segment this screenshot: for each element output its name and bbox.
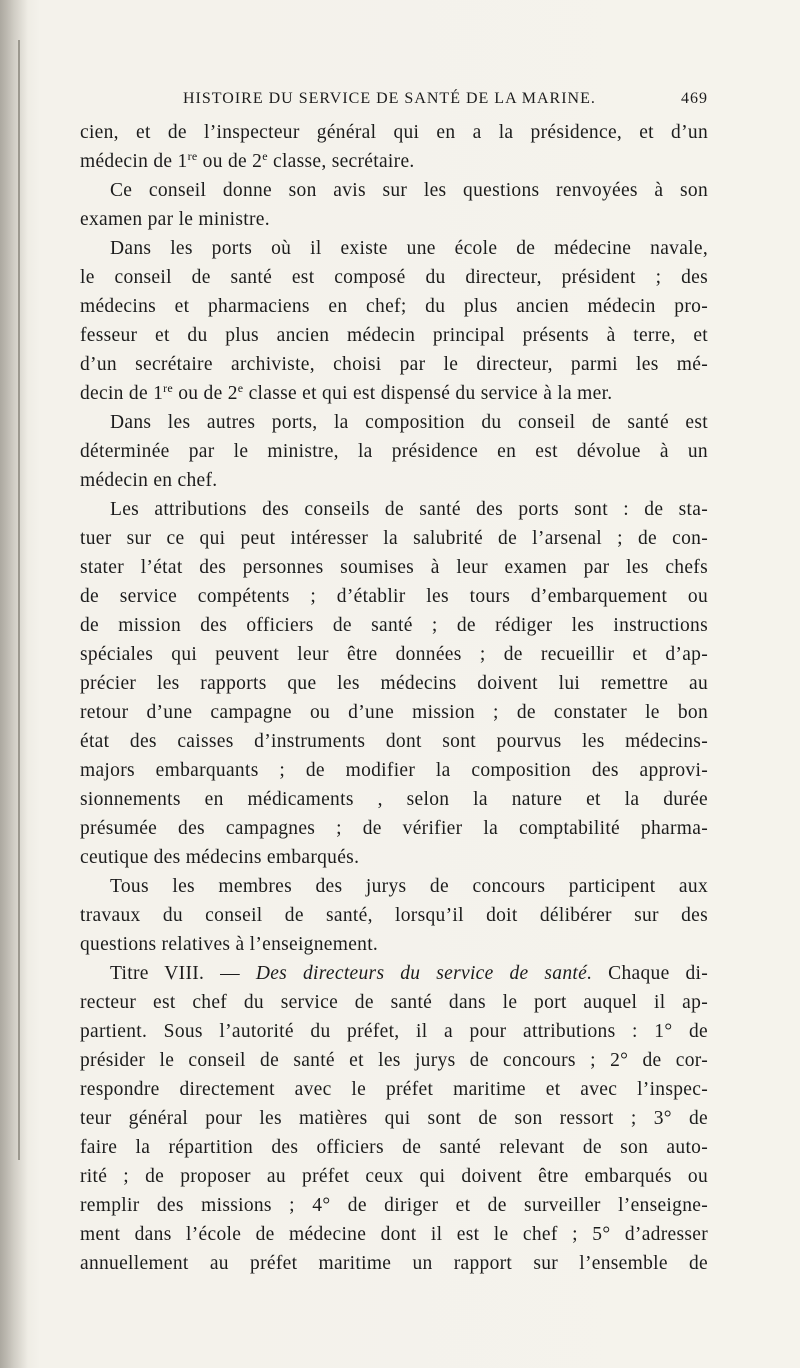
- text-run: remplir des missions ; 4° de diriger et de surveiller l’enseigne-: [80, 1195, 708, 1216]
- text-run: classe, secrétaire.: [267, 151, 415, 172]
- text-run: Chaque di-: [592, 963, 709, 984]
- text-run: travaux du conseil de santé, lorsqu’il doit délibérer sur des: [80, 905, 708, 926]
- running-title: HISTOIRE DU SERVICE DE SANTÉ DE LA MARINE.: [183, 90, 596, 107]
- text-run: de service compétents ; d’établir les tours d’embarquement ou: [80, 586, 708, 607]
- text-line: [80, 959, 708, 988]
- body-text: [80, 118, 708, 1278]
- text-line: [80, 669, 708, 698]
- text-run: de mission des officiers de santé ; de rédiger les instructions: [80, 615, 708, 636]
- text-line: [80, 1046, 708, 1075]
- text-line: [80, 553, 708, 582]
- text-line: [80, 176, 708, 205]
- text-run: Tous les membres des jurys de concours participent aux: [110, 876, 708, 897]
- text-run: teur général pour les matières qui sont de son ressort ; 3° de: [80, 1108, 708, 1129]
- text-run: partient. Sous l’autorité du préfet, il a pour attributions : 1° de: [80, 1021, 708, 1042]
- text-run: questions relatives à l’enseignement.: [80, 934, 379, 955]
- text-line: [80, 1133, 708, 1162]
- text-line: [80, 727, 708, 756]
- text-line: [80, 756, 708, 785]
- text-line: [80, 147, 708, 176]
- text-run: Des directeurs du service de santé.: [255, 963, 593, 984]
- superscript: re: [163, 381, 174, 395]
- text-run: annuellement au préfet maritime un rapport sur l’ensemble de: [80, 1253, 708, 1274]
- text-line: [80, 611, 708, 640]
- text-run: état des caisses d’instruments dont sont pourvus les médecins-: [80, 731, 708, 752]
- text-line: [80, 698, 708, 727]
- text-run: d’un secrétaire archiviste, choisi par le directeur, parmi les mé-: [80, 354, 708, 375]
- text-line: [80, 1220, 708, 1249]
- superscript: re: [187, 149, 198, 163]
- text-line: [80, 1104, 708, 1133]
- text-run: majors embarquants ; de modifier la composition des approvi-: [80, 760, 708, 781]
- text-run: ceutique des médecins embarqués.: [80, 847, 360, 868]
- text-run: recteur est chef du service de santé dans le port auquel il ap-: [80, 992, 708, 1013]
- text-line: [80, 466, 708, 495]
- text-run: rité ; de proposer au préfet ceux qui doivent être embarqués ou: [80, 1166, 708, 1187]
- page-number: 469: [681, 90, 708, 107]
- text-line: [80, 1075, 708, 1104]
- binding-shadow: [0, 0, 28, 1368]
- text-run: présumée des campagnes ; de vérifier la comptabilité pharma-: [80, 818, 708, 839]
- text-line: [80, 785, 708, 814]
- text-line: [80, 437, 708, 466]
- text-line: [80, 263, 708, 292]
- text-run: ment dans l’école de médecine dont il est le chef ; 5° d’adresser: [80, 1224, 708, 1245]
- text-line: [80, 205, 708, 234]
- text-run: examen par le ministre.: [80, 209, 270, 230]
- text-run: retour d’une campagne ou d’une mission ; de constater le bon: [80, 702, 708, 723]
- text-run: Dans les autres ports, la composition du conseil de santé est: [110, 412, 708, 433]
- text-run: ou de 2: [197, 151, 263, 172]
- running-header: [80, 90, 708, 114]
- text-run: Les attributions des conseils de santé des ports sont : de sta-: [110, 499, 708, 520]
- text-run: respondre directement avec le préfet maritime et avec l’inspec-: [80, 1079, 708, 1100]
- text-run: ou de 2: [173, 383, 238, 404]
- text-line: [80, 1162, 708, 1191]
- text-line: [80, 640, 708, 669]
- binding-edge: [18, 40, 20, 1160]
- text-run: cien, et de l’inspecteur général qui en a la présidence, et d’un: [80, 122, 708, 143]
- text-run: précier les rapports que les médecins doivent lui remettre au: [80, 673, 708, 694]
- text-line: [80, 118, 708, 147]
- text-line: [80, 1017, 708, 1046]
- text-line: [80, 1191, 708, 1220]
- text-run: médecins et pharmaciens en chef; du plus ancien médecin pro-: [80, 296, 708, 317]
- text-line: [80, 901, 708, 930]
- text-run: médecin en chef.: [80, 470, 218, 491]
- text-line: [80, 988, 708, 1017]
- text-run: fesseur et du plus ancien médecin principal présents à terre, et: [80, 325, 708, 346]
- text-line: [80, 379, 708, 408]
- text-run: classe et qui est dispensé du service à la mer.: [243, 383, 613, 404]
- text-line: [80, 350, 708, 379]
- text-line: [80, 292, 708, 321]
- text-line: [80, 843, 708, 872]
- text-line: [80, 582, 708, 611]
- text-line: [80, 814, 708, 843]
- text-line: [80, 1249, 708, 1278]
- text-run: présider le conseil de santé et les jurys de concours ; 2° de cor-: [80, 1050, 708, 1071]
- text-run: Dans les ports où il existe une école de médecine navale,: [110, 238, 708, 259]
- superscript: e: [262, 149, 268, 163]
- text-line: [80, 408, 708, 437]
- text-line: [80, 524, 708, 553]
- text-run: faire la répartition des officiers de santé relevant de son auto-: [80, 1137, 708, 1158]
- text-run: stater l’état des personnes soumises à leur examen par les chefs: [80, 557, 708, 578]
- text-run: le conseil de santé est composé du directeur, président ; des: [80, 267, 708, 288]
- superscript: e: [237, 381, 244, 395]
- text-line: [80, 234, 708, 263]
- text-run: Titre VIII. —: [110, 963, 256, 984]
- text-run: decin de 1: [80, 383, 164, 404]
- text-run: médecin de 1: [80, 151, 188, 172]
- text-run: spéciales qui peuvent leur être données ; de recueillir et d’ap-: [80, 644, 708, 665]
- text-line: [80, 495, 708, 524]
- text-run: déterminée par le ministre, la présidence en est dévolue à un: [80, 441, 708, 462]
- text-run: sionnements en médicaments , selon la nature et la durée: [80, 789, 708, 810]
- text-line: [80, 321, 708, 350]
- text-run: Ce conseil donne son avis sur les questions renvoyées à son: [110, 180, 708, 201]
- text-line: [80, 930, 708, 959]
- text-line: [80, 872, 708, 901]
- text-run: tuer sur ce qui peut intéresser la salubrité de l’arsenal ; de con-: [80, 528, 708, 549]
